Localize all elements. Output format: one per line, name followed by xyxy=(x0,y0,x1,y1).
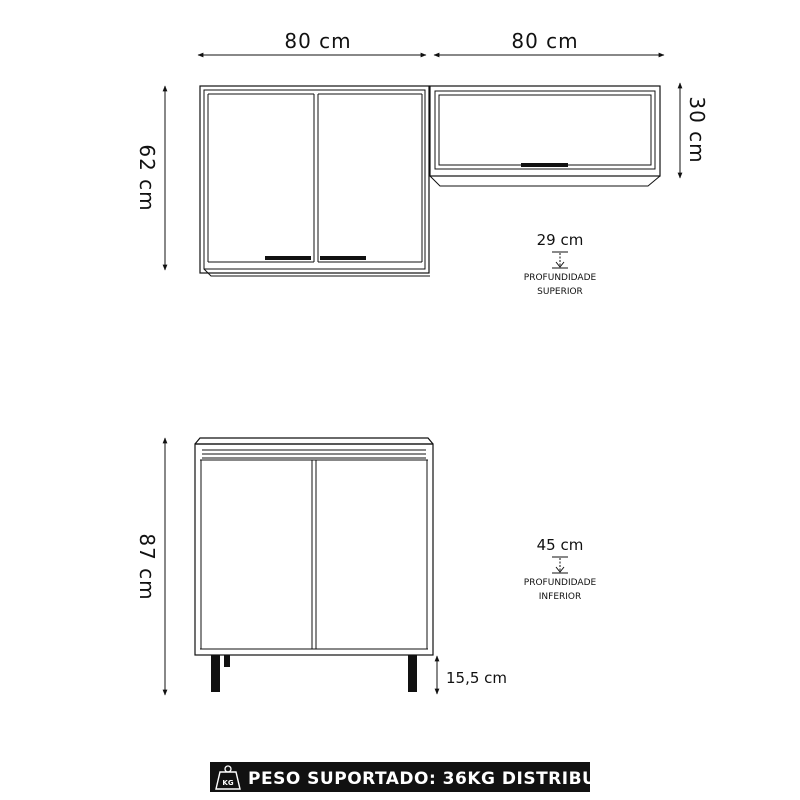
upper-depth-caption-1: PROFUNDIDADE xyxy=(523,273,597,283)
upper-left-width-label: 80 cm xyxy=(284,29,352,53)
handle-upper-left-door-1 xyxy=(265,256,311,260)
handle-upper-left-door-2 xyxy=(320,256,366,260)
feet-height-label: 15,5 cm xyxy=(446,669,508,687)
foot-left xyxy=(211,655,220,692)
upper-height-label: 62 cm xyxy=(135,144,159,212)
upper-right-cabinet xyxy=(430,86,660,186)
upper-depth-caption-2: SUPERIOR xyxy=(537,287,583,297)
weight-banner xyxy=(210,762,645,792)
weight-icon-text: KG xyxy=(222,779,234,787)
lower-depth-caption-1: PROFUNDIDADE xyxy=(523,578,597,588)
lower-depth-caption-2: INFERIOR xyxy=(538,592,582,602)
upper-depth-value: 29 cm xyxy=(536,231,584,249)
depth-arrow-icon xyxy=(552,557,568,573)
lower-cabinet xyxy=(195,438,433,655)
upper-right-height-label: 30 cm xyxy=(685,96,709,164)
depth-arrow-icon xyxy=(552,252,568,268)
foot-left-rear xyxy=(224,655,230,667)
weight-banner-text: PESO SUPORTADO: 36KG DISTRIBUÍDOS xyxy=(248,769,646,789)
lower-depth-value: 45 cm xyxy=(536,536,584,554)
lower-height-label: 87 cm xyxy=(135,533,159,601)
handle-upper-right-flap xyxy=(521,163,568,167)
upper-left-cabinet xyxy=(200,86,430,276)
upper-right-width-label: 80 cm xyxy=(511,29,579,53)
foot-right xyxy=(408,655,417,692)
